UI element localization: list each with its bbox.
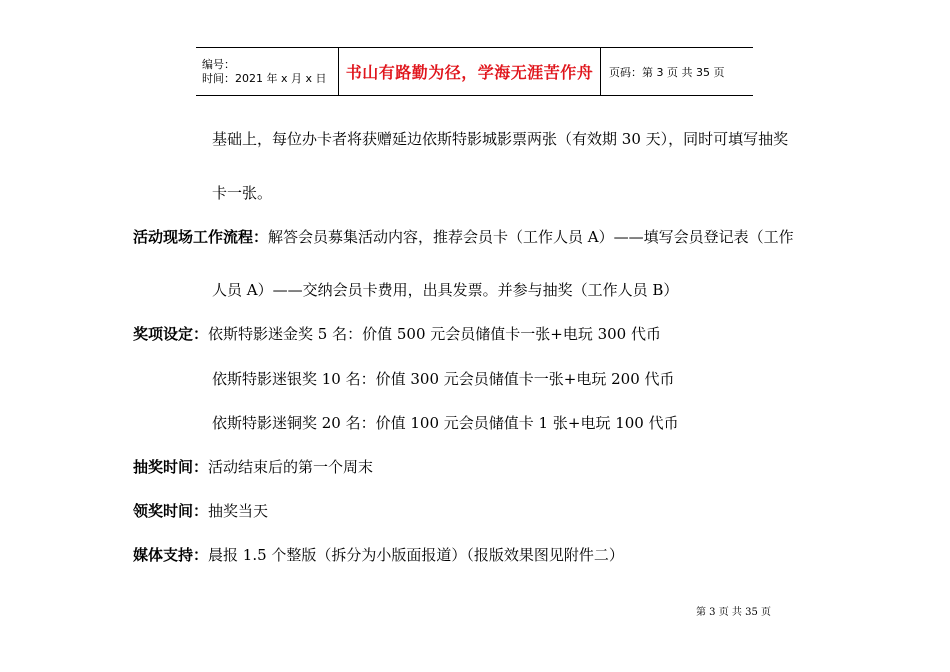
doc-date: 时间：2021 年 x 月 x 日 <box>202 71 327 85</box>
intro-line-1: 基础上，每位办卡者将获赠延边依斯特影城影票两张（有效期 30 天），同时可填写抽奖 <box>212 130 789 148</box>
claim-time-label: 领奖时间： <box>133 502 209 520</box>
workflow-text-1: 解答会员募集活动内容，推荐会员卡（工作人员 A）——填写会员登记表（工作 <box>268 228 794 246</box>
intro-line-2: 卡一张。 <box>212 184 273 202</box>
prize-silver: 依斯特影迷银奖 10 名：价值 300 元会员储值卡一张+电玩 200 代币 <box>212 370 675 388</box>
prize-bronze: 依斯特影迷铜奖 20 名：价值 100 元会员储值卡 1 张+电玩 100 代币 <box>212 414 679 432</box>
media-value: 晨报 1.5 个整版（拆分为小版面报道）（报版效果图见附件二） <box>208 546 624 564</box>
draw-time-label: 抽奖时间： <box>133 458 209 476</box>
header-page-info: 页码：第 3 页 共 35 页 <box>609 65 725 79</box>
media-label: 媒体支持： <box>133 546 209 564</box>
workflow-label: 活动现场工作流程： <box>133 228 269 246</box>
header-meta <box>196 48 338 95</box>
page-header <box>196 47 753 96</box>
draw-time-value: 活动结束后的第一个周末 <box>208 458 374 476</box>
doc-number-label: 编号： <box>202 57 235 71</box>
draw-time-paragraph <box>133 456 373 477</box>
prize-gold: 依斯特影迷金奖 5 名：价值 500 元会员储值卡一张+电玩 300 代币 <box>208 325 661 343</box>
page-footer: 第 3 页 共 35 页 <box>696 607 771 618</box>
workflow-paragraph <box>133 226 794 247</box>
prize-paragraph <box>133 323 661 344</box>
claim-time-paragraph <box>133 500 268 521</box>
header-motto: 书山有路勤为径，学海无涯苦作舟 <box>338 48 601 95</box>
media-paragraph <box>133 544 624 565</box>
prize-label: 奖项设定： <box>133 325 209 343</box>
claim-time-value: 抽奖当天 <box>208 502 269 520</box>
workflow-text-2: 人员 A）——交纳会员卡费用，出具发票。并参与抽奖（工作人员 B） <box>212 281 679 299</box>
